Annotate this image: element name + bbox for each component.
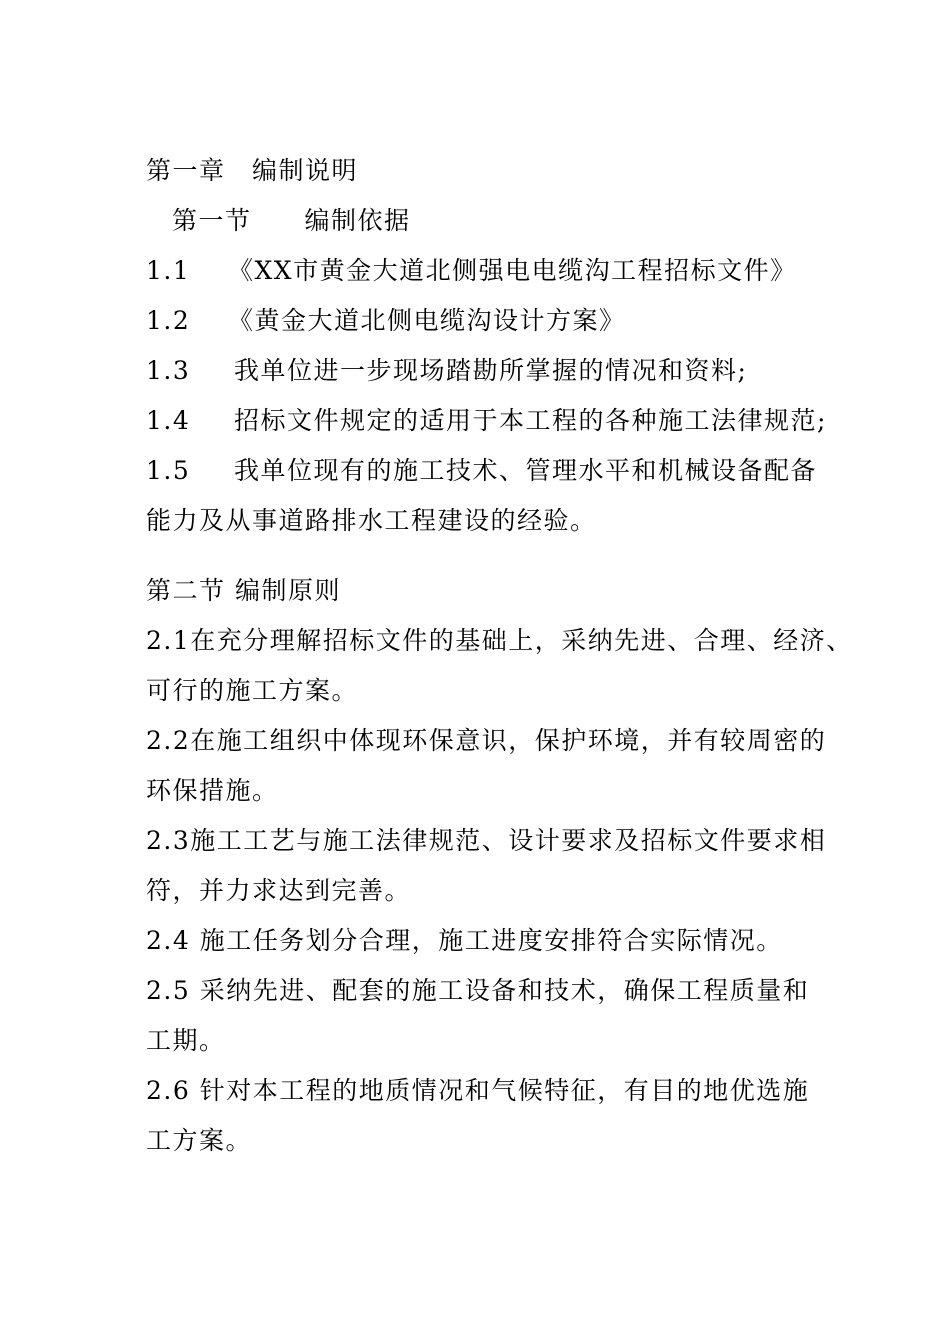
principle-2-1-line-2: 可行的施工方案。 [146, 676, 359, 705]
principle-2-5-line-2: 工期。 [146, 1026, 226, 1055]
basis-item-3 [146, 354, 747, 388]
principle-2-2-line-2: 环保措施。 [146, 776, 279, 805]
basis-item-4 [146, 404, 827, 438]
item-text: 《黄金大道北侧电缆沟设计方案》 [228, 306, 626, 335]
principle-2-3-line-1: 2.3施工工艺与施工法律规范、设计要求及招标文件要求相 [146, 826, 827, 855]
item-number: 1.2 [146, 306, 191, 335]
item-number: 1.1 [146, 256, 191, 285]
principle-2-2-line-1: 2.2在施工组织中体现环保意识，保护环境，并有较周密的 [146, 726, 827, 755]
item-text: 我单位现有的施工技术、管理水平和机械设备配备 [234, 456, 818, 485]
section-1-title: 第一节 编制依据 [172, 206, 411, 235]
item-text: 《XX市黄金大道北侧强电电缆沟工程招标文件》 [228, 256, 797, 285]
item-number: 1.5 [146, 456, 191, 485]
basis-item-2 [146, 304, 626, 338]
principle-2-3-line-2: 符，并力求达到完善。 [146, 876, 412, 905]
item-number: 1.4 [146, 406, 191, 435]
section-2-title: 第二节 编制原则 [146, 576, 341, 605]
principle-2-6-line-1: 2.6 针对本工程的地质情况和气候特征，有目的地优选施 [146, 1076, 810, 1105]
basis-item-1 [146, 254, 797, 288]
item-number: 1.3 [146, 356, 191, 385]
item-text: 我单位进一步现场踏勘所掌握的情况和资料; [234, 356, 748, 385]
principle-2-6-line-2: 工方案。 [146, 1126, 253, 1155]
principle-2-1-line-1: 2.1在充分理解招标文件的基础上，采纳先进、合理、经济、 [146, 626, 853, 655]
basis-item-5-continuation: 能力及从事道路排水工程建设的经验。 [146, 506, 597, 535]
principle-2-5-line-1: 2.5 采纳先进、配套的施工设备和技术，确保工程质量和 [146, 976, 810, 1005]
chapter-title: 第一章 编制说明 [146, 156, 359, 185]
item-text: 招标文件规定的适用于本工程的各种施工法律规范; [234, 406, 827, 435]
principle-2-4-line-1: 2.4 施工任务划分合理，施工进度安排符合实际情况。 [146, 926, 783, 955]
basis-item-5 [146, 454, 817, 488]
